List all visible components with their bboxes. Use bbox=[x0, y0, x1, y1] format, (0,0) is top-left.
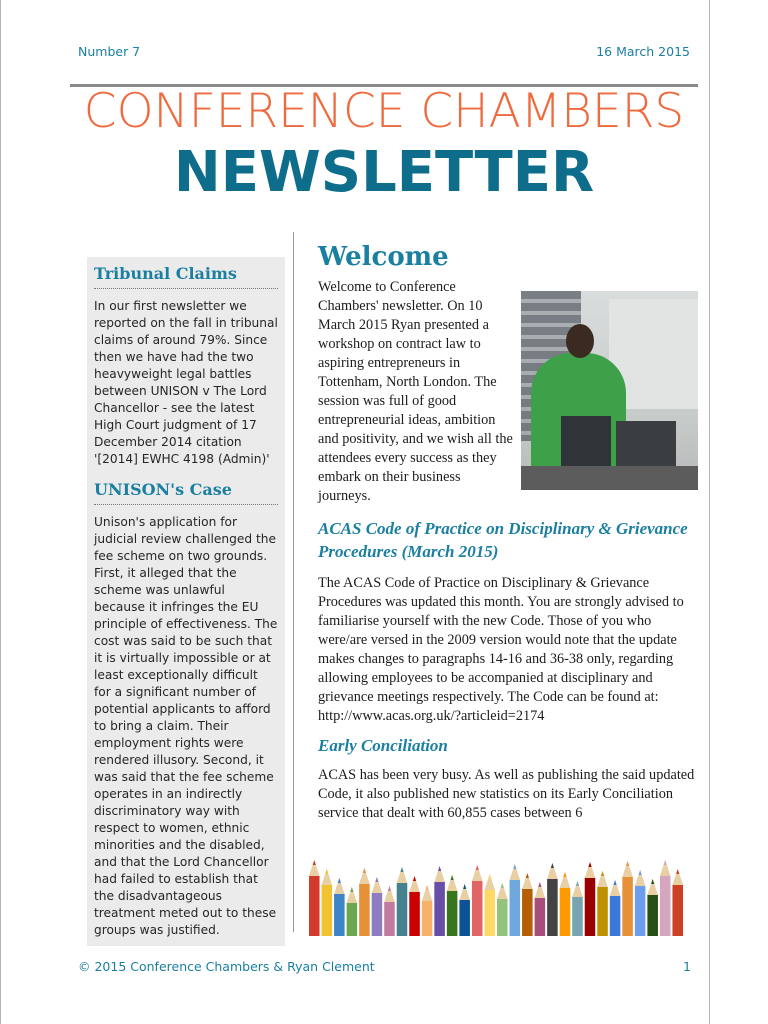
pencil bbox=[497, 883, 508, 936]
pencil bbox=[610, 880, 621, 936]
pencil bbox=[635, 870, 646, 936]
page-right-edge bbox=[709, 0, 710, 1024]
pencil bbox=[522, 873, 533, 936]
pencil bbox=[572, 881, 583, 936]
column-divider bbox=[293, 232, 294, 932]
pencil bbox=[660, 860, 671, 936]
photo-desk bbox=[521, 466, 698, 490]
dotted-divider bbox=[94, 504, 278, 505]
pencil bbox=[334, 878, 345, 936]
early-conciliation-heading: Early Conciliation bbox=[318, 736, 448, 755]
pencil bbox=[459, 884, 470, 936]
acas-heading: ACAS Code of Practice on Disciplinary & Grievance Procedures (March 2015) bbox=[318, 519, 688, 561]
pencil bbox=[359, 868, 370, 936]
issue-number: Number 7 bbox=[78, 44, 141, 59]
pencil bbox=[409, 876, 420, 936]
sidebar-heading-unison-case: UNISON's Case bbox=[94, 480, 232, 499]
pencil bbox=[347, 887, 358, 936]
pencil bbox=[510, 864, 521, 936]
pencil bbox=[372, 877, 383, 936]
pencil bbox=[472, 865, 483, 936]
pencil bbox=[622, 861, 633, 936]
masthead-title: CONFERENCE CHAMBERS bbox=[83, 84, 685, 139]
photo-presenter-head bbox=[566, 324, 594, 358]
photo-monitor bbox=[616, 421, 676, 471]
sidebar-text-unison-case: Unison's application for judicial review challenged the fee scheme on two grounds. First, it alleged that the scheme was unlawful because it infringes the EU principle of effectiveness. The cost was said to be such that it is virtually impossible or at least exceptionally difficult for a significant number of potential applicants to afford to bring a claim. Their employment rights were rendered illusory. Second, it was said that the fee scheme operates in an indirectly discriminatory way with respect to women, ethnic minorities and the disabled, and that the Lord Chancellor had failed to establish that the disadvantageous treatment meted out to these groups was justified. bbox=[94, 515, 278, 937]
sidebar bbox=[87, 257, 285, 946]
sidebar-heading-tribunal-claims: Tribunal Claims bbox=[94, 264, 237, 283]
workshop-photo bbox=[521, 291, 698, 490]
footer-copyright: © 2015 Conference Chambers & Ryan Clement bbox=[78, 959, 375, 974]
pencil bbox=[322, 869, 333, 936]
pencil bbox=[309, 860, 320, 936]
dotted-divider bbox=[94, 288, 278, 289]
welcome-text: Welcome to Conference Chambers' newsletter. On 10 March 2015 Ryan presented a workshop on contract law to aspiring entrepreneurs in Tottenham, North London. The session was full of good entrepreneurial ideas, ambition and positivity, and we wish all the attendees every success as they embark on their business journeys. bbox=[318, 279, 513, 504]
pencil bbox=[422, 885, 433, 936]
pencil bbox=[447, 875, 458, 936]
pencil bbox=[597, 871, 608, 936]
pencil bbox=[672, 869, 683, 936]
pencil bbox=[434, 866, 445, 936]
colored-pencils-image bbox=[308, 850, 684, 936]
early-conciliation-text: ACAS has been very busy. As well as publishing the said updated Code, it also published new statistics on its Early Conciliation service that dealt with 60,855 cases between 6 bbox=[318, 767, 695, 821]
issue-date: 16 March 2015 bbox=[596, 44, 690, 59]
pencil bbox=[560, 872, 571, 936]
welcome-title: Welcome bbox=[318, 242, 449, 272]
acas-section bbox=[318, 517, 698, 726]
sidebar-text-tribunal-claims: In our first newsletter we reported on the fall in tribunal claims of around 79%. Since then we have had the two heavyweight legal battles between UNISON v The Lord Chancellor - see the latest High Court judgment of 17 December 2014 citation '[2014] EWHC 4198 (Admin)' bbox=[94, 299, 278, 466]
page-number: 1 bbox=[683, 959, 691, 974]
early-conciliation-section bbox=[318, 734, 698, 823]
masthead-subtitle: NEWSLETTER bbox=[173, 140, 595, 205]
pencil bbox=[535, 882, 546, 936]
pencil bbox=[484, 874, 495, 936]
pencil bbox=[547, 863, 558, 936]
page-left-edge bbox=[0, 0, 1, 1024]
pencil bbox=[384, 886, 395, 936]
acas-text: The ACAS Code of Practice on Disciplinary & Grievance Procedures was updated this month. You are strongly advised to familiarise yourself with the new Code. Those of you who were/are versed in the 2009 version would note that the update makes changes to paragraphs 14-16 and 36-38 only, regarding allowing employees to be accompanied at disciplinary and grievance meetings respectively. The Code can be found at: http://www.acas.org.uk/?articleid=2174 bbox=[318, 575, 684, 724]
pencil bbox=[647, 879, 658, 936]
pencil bbox=[585, 862, 596, 936]
pencil bbox=[397, 867, 408, 936]
photo-monitor bbox=[561, 416, 611, 471]
